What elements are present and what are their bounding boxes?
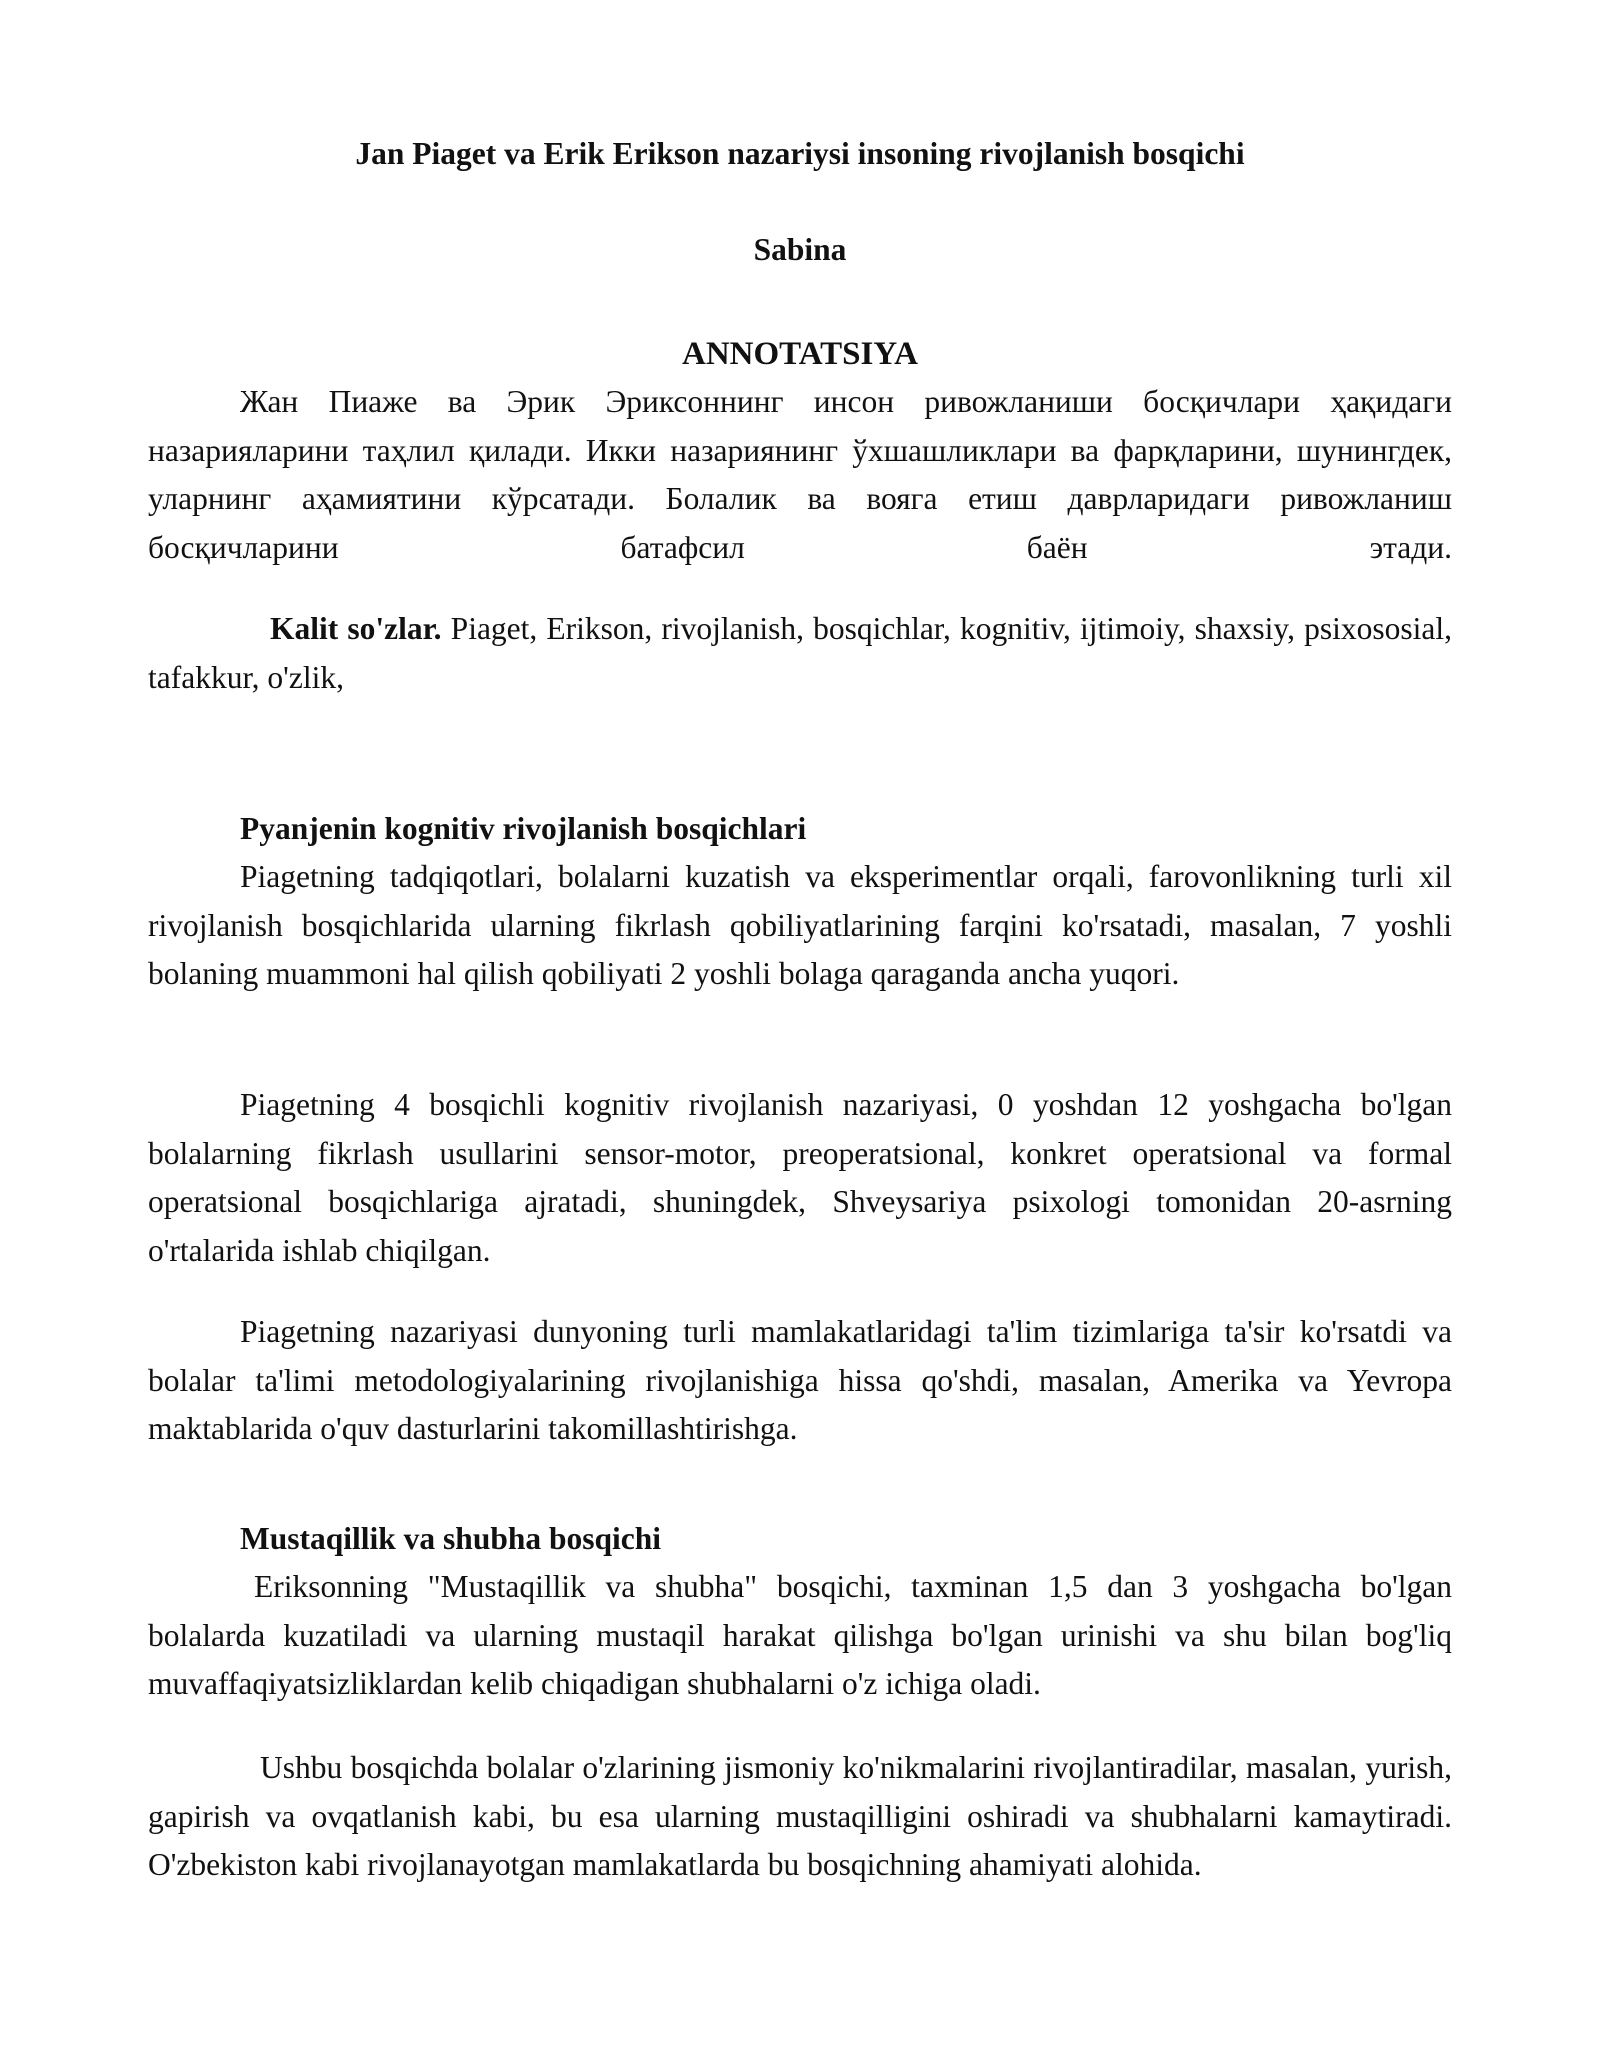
author-name: Sabina — [753, 232, 847, 267]
section-paragraph: Piagetning 4 bosqichli kognitiv rivojlanish nazariyasi, 0 yoshdan 12 yoshgacha bo'lgan bolalarning fikrlash usullarini sensor-motor, preoperatsional, konkret operatsional va formal operatsional bosqichlariga ajratadi, shuningdek, Shveysariya psixologi tomonidan 20-asrning o'rtalarida ishlab chiqilgan. — [148, 1087, 1452, 1268]
keywords-label: Kalit so'zlar. — [270, 611, 442, 646]
document-title: Jan Piaget va Erik Erikson nazariysi insoning rivojlanish bosqichi — [355, 136, 1245, 171]
section-paragraph: Piagetning tadqiqotlari, bolalarni kuzatish va eksperimentlar orqali, farovonlikning turli xil rivojlanish bosqichlarida ularning fikrlash qobiliyatlarining farqini ko'rsatadi, masalan, 7 yoshli bolaning muammoni hal qilish qobiliyati 2 yoshli bolaga qaraganda ancha yuqori. — [148, 859, 1452, 992]
keywords-list: Piaget, Erikson, rivojlanish, bosqichlar, kognitiv, ijtimoiy, shaxsiy, psixososial, tafakkur, o'zlik, — [148, 611, 1452, 695]
section-heading-piaget: Pyanjenin kognitiv rivojlanish bosqichlari — [240, 811, 807, 846]
section-paragraph: Eriksonning "Mustaqillik va shubha" bosqichi, taxminan 1,5 dan 3 yoshgacha bo'lgan bolalarda kuzatiladi va ularning mustaqil harakat qilishga bo'lgan urinishi va shu bilan bog'liq muvaffaqiyatsizliklardan kelib chiqadigan shubhalarni o'z ichiga oladi. — [148, 1569, 1452, 1702]
section-paragraph: Ushbu bosqichda bolalar o'zlarining jismoniy ko'nikmalarini rivojlantiradilar, masalan, yurish, gapirish va ovqatlanish kabi, bu esa ularning mustaqilligini oshiradi va shubhalarni kamaytiradi. O'zbekiston kabi rivojlanayotgan mamlakatlarda bu bosqichning ahamiyati alohida. — [148, 1750, 1452, 1883]
keywords-paragraph — [148, 605, 1452, 702]
section-paragraph: Piagetning nazariyasi dunyoning turli mamlakatlaridagi ta'lim tizimlariga ta'sir ko'rsatdi va bolalar ta'limi metodologiyalarining rivojlanishiga hissa qo'shdi, masalan, Amerika va Yevropa maktablarida o'quv dasturlarini takomillashtirishga. — [148, 1314, 1452, 1447]
abstract-heading: ANNOTATSIYA — [682, 336, 918, 372]
section-heading-erikson: Mustaqillik va shubha bosqichi — [240, 1521, 662, 1556]
abstract-paragraph: Жан Пиаже ва Эрик Эриксоннинг инсон ривожланиши босқичлари ҳақидаги назарияларини таҳлил қилади. Икки назариянинг ўхшашликлари ва фарқларини, шунингдек, уларнинг аҳамиятини кўрсатади. Болалик ва вояга етиш даврларидаги ривожланиш босқичларини батафсил баён этади. — [148, 384, 1452, 565]
